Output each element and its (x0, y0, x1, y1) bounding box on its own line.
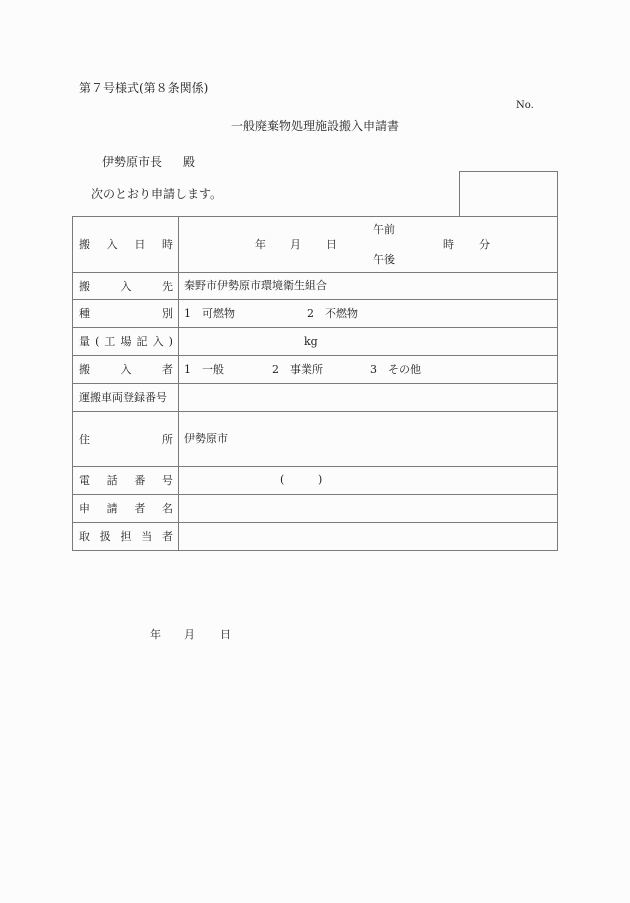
label-char: 入 (106, 238, 118, 251)
footer-year-label: 年 (150, 628, 161, 641)
label-char: 搬 (79, 238, 90, 251)
quantity-field[interactable] (179, 328, 556, 355)
label-applicant-name (79, 494, 173, 522)
applicant-name-field[interactable] (179, 495, 556, 522)
footer-month-label: 月 (184, 628, 195, 641)
label-vehicle-registration (79, 383, 173, 411)
label-handler (79, 522, 173, 550)
option-general[interactable]: 1 一般 (184, 363, 224, 376)
label-char: 電 (79, 474, 90, 487)
label-char: 者 (162, 530, 173, 543)
footer-day-label: 日 (220, 628, 231, 641)
label-char: 者 (134, 502, 146, 515)
label-carrier (79, 355, 173, 383)
minute-label: 分 (479, 238, 490, 251)
label-char: 入 (120, 279, 132, 293)
label-char: 搬 (79, 279, 90, 293)
label-address (79, 411, 173, 466)
label-char: 場 (120, 335, 132, 348)
addressee: 伊勢原市長 (102, 155, 163, 169)
label-char: ( (95, 334, 100, 348)
vehicle-registration-field[interactable] (179, 384, 556, 411)
label-char: 日 (134, 238, 146, 251)
handler-field[interactable] (179, 523, 556, 549)
label-char: 住 (79, 432, 90, 446)
destination-value: 秦野市伊勢原市環境衛生組合 (184, 279, 327, 292)
label-char: 番 (134, 474, 146, 487)
phone-paren-open: ( (280, 473, 285, 486)
option-other[interactable]: 3 その他 (370, 363, 421, 376)
label-char: 先 (162, 279, 173, 293)
label-char: 取 (79, 530, 90, 543)
label-char: 工 (104, 335, 116, 348)
label-char: ) (168, 334, 173, 348)
label-destination (79, 272, 173, 299)
option-business[interactable]: 2 事業所 (272, 363, 323, 376)
label-delivery-datetime (79, 216, 173, 272)
label-char: 担 (120, 530, 132, 543)
document-title: 一般廃棄物処理施設搬入申請書 (231, 119, 400, 133)
label-char: 時 (161, 238, 173, 251)
label-quantity (79, 327, 173, 355)
label-char: 申 (79, 502, 90, 515)
phone-field[interactable] (179, 467, 556, 494)
am-option[interactable]: 午前 (373, 223, 395, 236)
label-char: 量 (79, 335, 90, 348)
label-char: 号 (161, 474, 173, 487)
day-label: 日 (326, 238, 337, 251)
hour-label: 時 (443, 238, 454, 251)
form-number: 第７号様式(第８条関係) (79, 81, 209, 95)
label-char: 記 (136, 335, 148, 348)
label-char: 種 (79, 307, 90, 320)
label-char: 所 (162, 432, 173, 446)
label-char: 請 (106, 502, 118, 515)
label-char: 当 (141, 530, 153, 543)
label-char: 入 (120, 363, 132, 376)
phone-paren-close: ) (318, 473, 323, 486)
delivery-datetime-field[interactable] (179, 217, 556, 272)
label-phone (79, 466, 173, 494)
label-char: 別 (162, 307, 173, 320)
label-char: 扱 (99, 530, 111, 543)
label-text: 運搬車両登録番号 (79, 391, 167, 404)
stamp-box (459, 171, 558, 217)
pm-option[interactable]: 午後 (373, 253, 395, 266)
label-waste-type (79, 299, 173, 327)
label-char: 者 (162, 363, 173, 376)
month-label: 月 (290, 238, 301, 251)
honorific: 殿 (183, 155, 196, 169)
label-char: 名 (161, 502, 173, 515)
label-char: 搬 (79, 363, 90, 376)
intro-text: 次のとおり申請します。 (91, 187, 223, 201)
address-field[interactable] (179, 412, 556, 466)
address-prefix: 伊勢原市 (184, 432, 228, 445)
label-char: 話 (106, 474, 118, 487)
option-combustible[interactable]: 1 可燃物 (184, 307, 235, 320)
number-label: No. (516, 100, 534, 111)
label-char: 入 (152, 335, 164, 348)
option-non-combustible[interactable]: 2 不燃物 (307, 307, 358, 320)
year-label: 年 (255, 238, 266, 251)
quantity-unit: kg (304, 335, 318, 348)
